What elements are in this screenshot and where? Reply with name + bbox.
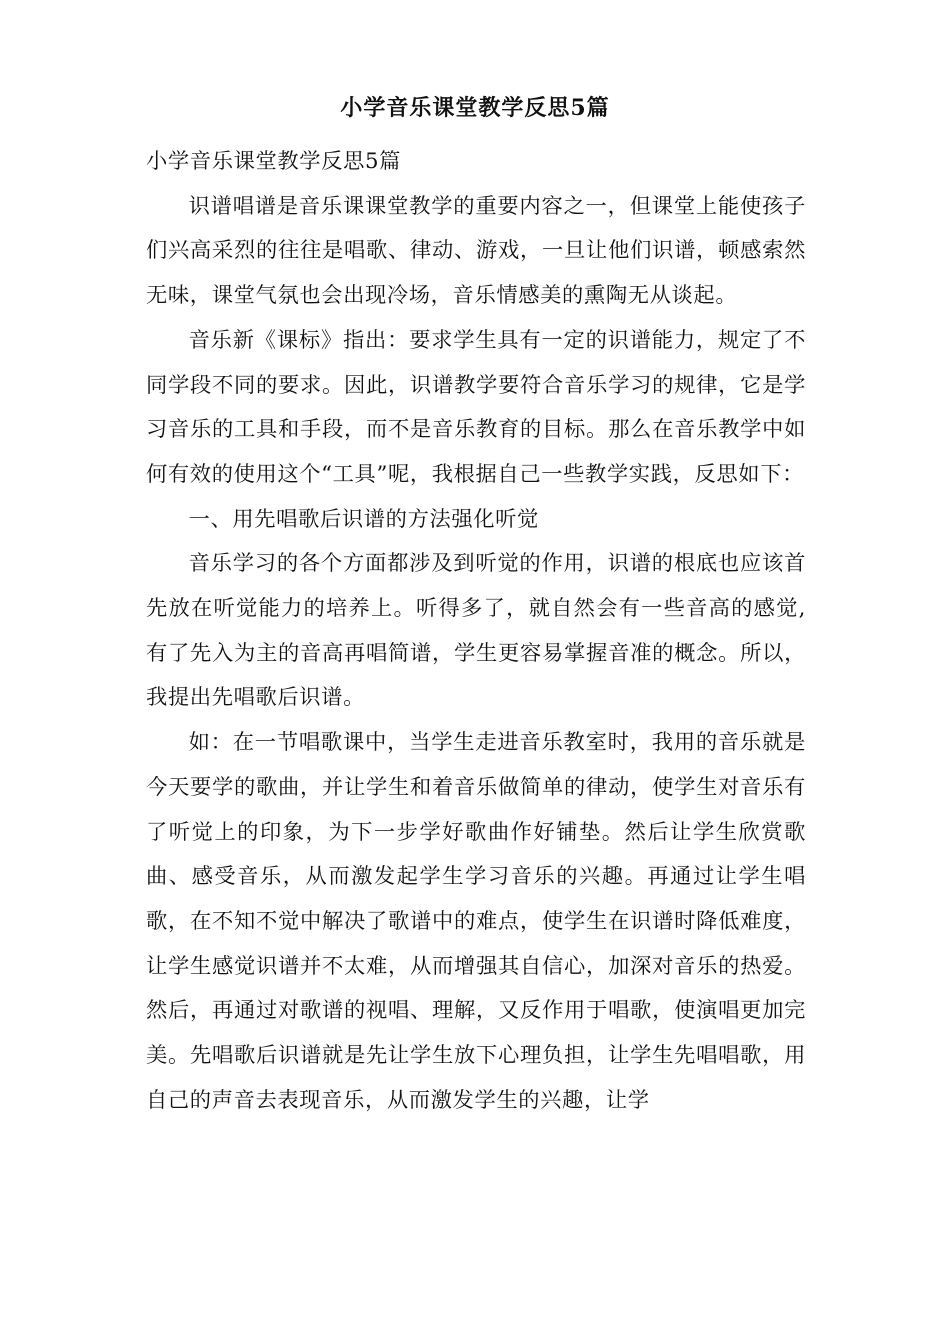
subtitle-paragraph: 小学音乐课堂教学反思5篇 xyxy=(146,149,402,174)
body-paragraph: 音乐学习的各个方面都涉及到听觉的作用，识谱的根底也应该首先放在听觉能力的培养上。听得多了，就自然会有一些音高的感觉,有了先入为主的音高再唱简谱，学生更容易掌握音准的概念。所以，我提出先唱歌后识谱。 xyxy=(146,551,806,711)
body-paragraph: 识谱唱谱是音乐课课堂教学的重要内容之一，但课堂上能使孩子们兴高采烈的往往是唱歌、律动、游戏，一旦让他们识谱，顿感索然无味，课堂气氛也会出现冷场，音乐情感美的熏陶无从谈起。 xyxy=(146,193,806,309)
body-paragraph: 音乐新《课标》指出：要求学生具有一定的识谱能力，规定了不同学段不同的要求。因此，识谱教学要符合音乐学习的规律，它是学习音乐的工具和手段，而不是音乐教育的目标。那么在音乐教学中如何有效的使用这个“工具”呢，我根据自己一些教学实践，反思如下： xyxy=(146,327,806,487)
document-title: 小学音乐课堂教学反思5篇 xyxy=(340,95,610,121)
body-paragraph: 如：在一节唱歌课中，当学生走进音乐教室时，我用的音乐就是今天要学的歌曲，并让学生和着音乐做简单的律动，使学生对音乐有了听觉上的印象，为下一步学好歌曲作好铺垫。然后让学生欣赏歌曲、感受音乐，从而激发起学生学习音乐的兴趣。再通过让学生唱歌，在不知不觉中解决了歌谱中的难点，使学生在识谱时降低难度，让学生感觉识谱并不太难，从而增强其自信心，加深对音乐的热爱。然后，再通过对歌谱的视唱、理解，又反作用于唱歌，使演唱更加完美。先唱歌后识谱就是先让学生放下心理负担，让学生先唱唱歌，用自己的声音去表现音乐，从而激发学生的兴趣，让学 xyxy=(146,730,806,1113)
section-heading: 一、用先唱歌后识谱的方法强化听觉 xyxy=(188,506,539,532)
document-body xyxy=(146,140,806,1123)
